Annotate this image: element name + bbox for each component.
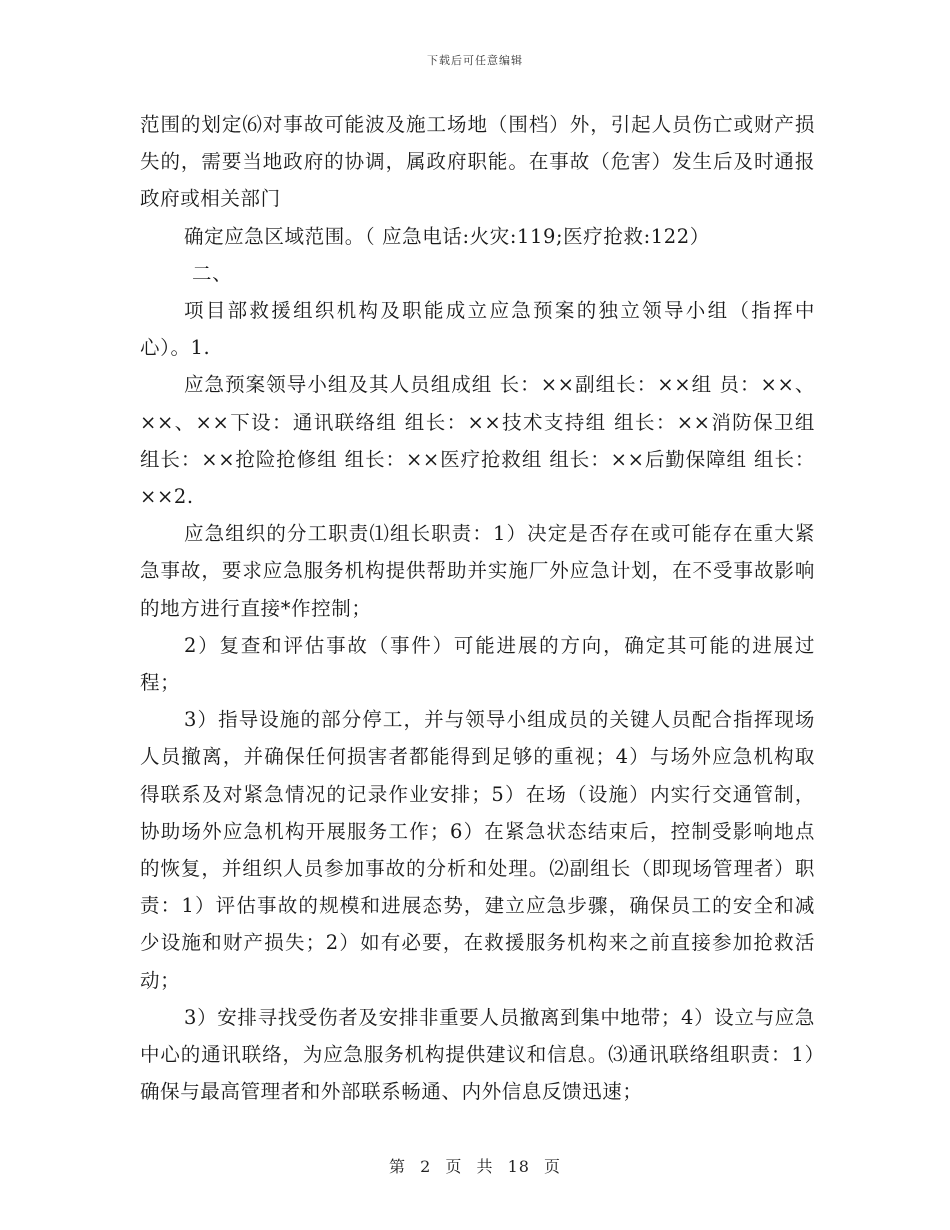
paragraph: 应急预案领导小组及其人员组成组 长：××副组长：××组 员：××、××、××下设：通讯联络组 组长：××技术支持组 组长：××消防保卫组 组长：××抢险抢修组 组长：××医疗抢救组 组长：××后勤保障组 组长：××2.: [140, 373, 815, 509]
paragraph: 应急组织的分工职责⑴组长职责：1）决定是否存在或可能存在重大紧急事故，要求应急服务机构提供帮助并实施厂外应急计划，在不受事故影响的地方进行直接*作控制；: [140, 522, 815, 620]
paragraph: 范围的划定⑹对事故可能波及施工场地（围档）外，引起人员伤亡或财产损失的，需要当地政府的协调，属政府职能。在事故（危害）发生后及时通报政府或相关部门: [140, 113, 815, 211]
page-footer: [0, 1154, 950, 1177]
current-page-number: 2: [420, 1157, 432, 1176]
footer-label-di: 第: [388, 1157, 406, 1176]
paragraph: 2）复查和评估事故（事件）可能进展的方向，确定其可能的进展过程；: [140, 633, 815, 695]
footer-label-ye: 页: [445, 1157, 463, 1176]
paragraph: 确定应急区域范围。（ 应急电话:火灾:119;医疗抢救:122）: [184, 224, 710, 248]
paragraph: 项目部救援组织机构及职能成立应急预案的独立领导小组（指挥中心）。1.: [140, 299, 815, 360]
document-body: [140, 106, 815, 1110]
paragraph: 3）指导设施的部分停工，并与领导小组成员的关键人员配合指挥现场人员撤离，并确保任何损害者都能得到足够的重视；4）与场外应急机构取得联系及对紧急情况的记录作业安排；5）在场（设施）内实行交通管制，协助场外应急机构开展服务工作；6）在紧急状态结束后，控制受影响地点的恢复，并组织人员参加事故的分析和处理。⑵副组长（即现场管理者）职责：1）评估事故的规模和进展态势，建立应急步骤，确保员工的安全和减少设施和财产损失；2）如有必要，在救援服务机构来之前直接参加抢救活动；: [140, 708, 815, 992]
section-heading: 二、: [192, 261, 233, 285]
footer-label-gong: 共: [476, 1157, 494, 1176]
footer-label-ye2: 页: [544, 1157, 562, 1176]
paragraph: 3）安排寻找受伤者及安排非重要人员撤离到集中地带；4）设立与应急中心的通讯联络，为应急服务机构提供建议和信息。⑶通讯联络组职责：1）确保与最高管理者和外部联系畅通、内外信息反馈迅速；: [140, 1005, 815, 1104]
total-page-count: 18: [507, 1157, 530, 1176]
page-header: 下载后可任意编辑: [427, 54, 523, 67]
